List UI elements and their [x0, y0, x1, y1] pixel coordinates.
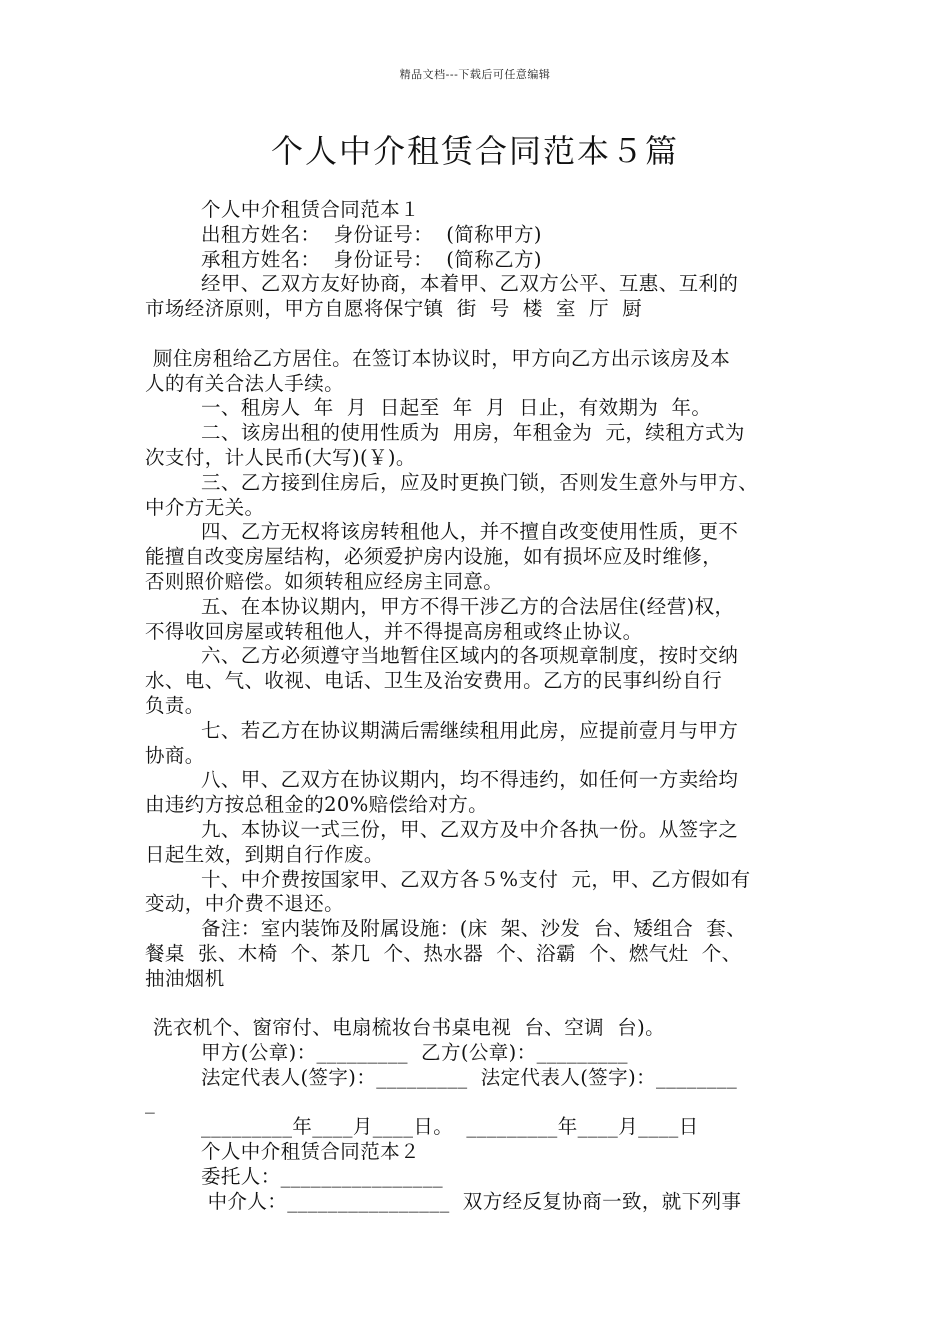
text-line: 十、中介费按国家甲、乙双方各５%支付 元，甲、乙方假如有	[201, 867, 751, 891]
text-line: 不得收回房屋或转租他人，并不得提高房租或终止协议。	[145, 619, 643, 643]
text-line: 七、若乙方在协议期满后需继续租用此房，应提前壹月与甲方	[201, 718, 739, 742]
text-line: 日起生效，到期自行作废。	[145, 842, 384, 866]
text-line: 协商。	[145, 743, 205, 767]
document-body	[145, 198, 815, 1215]
text-line: 甲方(公章)：_________ 乙方(公章)：_________	[201, 1041, 628, 1065]
text-line: 否则照价赔偿。如须转租应经房主同意。	[145, 569, 504, 593]
text-line: 餐桌 张、木椅 个、茶几 个、热水器 个、浴霸 个、燃气灶 个、	[145, 941, 742, 965]
text-line: 四、乙方无权将该房转租他人，并不擅自改变使用性质，更不	[201, 520, 739, 544]
text-line: 水、电、气、收视、电话、卫生及治安费用。乙方的民事纠纷自行	[145, 669, 723, 693]
text-line: 中介人：________________ 双方经反复协商一致，就下列事	[201, 1189, 742, 1213]
text-line: 变动，中介费不退还。	[145, 892, 345, 916]
text-line: 六、乙方必须遵守当地暂住区域内的各项规章制度，按时交纳	[201, 644, 739, 668]
text-line: 委托人：________________	[201, 1165, 443, 1189]
page-header: 精品文档---下载后可任意编辑	[399, 68, 551, 81]
blank-line	[145, 992, 815, 1017]
text-line: _	[145, 1090, 156, 1114]
text-line: 三、乙方接到住房后，应及时更换门锁，否则发生意外与甲方、	[201, 470, 759, 494]
text-line: 经甲、乙双方友好协商，本着甲、乙双方公平、互惠、互利的	[201, 272, 739, 296]
text-line: 负责。	[145, 693, 205, 717]
text-line: 八、甲、乙双方在协议期内，均不得违约，如任何一方卖给均	[201, 768, 739, 792]
text-line: 承租方姓名： 身份证号： (简称乙方)	[201, 247, 542, 271]
blank-line	[145, 322, 815, 347]
text-line: 中介方无关。	[145, 495, 265, 519]
text-line: _________年____月____日。 _________年____月____日	[201, 1115, 699, 1139]
text-line: 一、租房人 年 月 日起至 年 月 日止，有效期为 年。	[201, 396, 712, 420]
text-line: 九、本协议一式三份，甲、乙双方及中介各执一份。从签字之	[201, 817, 739, 841]
text-line: 洗衣机个、窗帘付、电扇梳妆台书桌电视 台、空调 台)。	[153, 1016, 666, 1040]
text-line: 备注：室内装饰及附属设施：(床 架、沙发 台、矮组合 套、	[201, 917, 747, 941]
text-line: 抽油烟机	[145, 966, 225, 990]
text-line: 次支付，计人民币(大写)(￥)。	[145, 445, 416, 469]
text-line: 能擅自改变房屋结构，必须爱护房内设施，如有损坏应及时维修，	[145, 545, 723, 569]
text-line: 法定代表人(签字)：_________ 法定代表人(签字)：________	[201, 1065, 738, 1089]
text-line: 五、在本协议期内，甲方不得干涉乙方的合法居住(经营)权，	[201, 594, 735, 618]
text-line: 厕住房租给乙方居住。在签订本协议时，甲方向乙方出示该房及本	[153, 346, 731, 370]
text-line: 二、该房出租的使用性质为 用房，年租金为 元，续租方式为	[201, 421, 745, 445]
document-title: 个人中介租赁合同范本５篇	[270, 132, 679, 170]
text-line: 由违约方按总租金的20%赔偿给对方。	[145, 793, 489, 817]
text-line: 出租方姓名： 身份证号： (简称甲方)	[201, 222, 542, 246]
text-line: 个人中介租赁合同范本２	[201, 1140, 420, 1164]
text-line: 个人中介租赁合同范本１	[201, 198, 420, 221]
text-line: 市场经济原则，甲方自愿将保宁镇 街 号 楼 室 厅 厨	[145, 297, 643, 321]
text-line: 人的有关合法人手续。	[145, 371, 345, 395]
